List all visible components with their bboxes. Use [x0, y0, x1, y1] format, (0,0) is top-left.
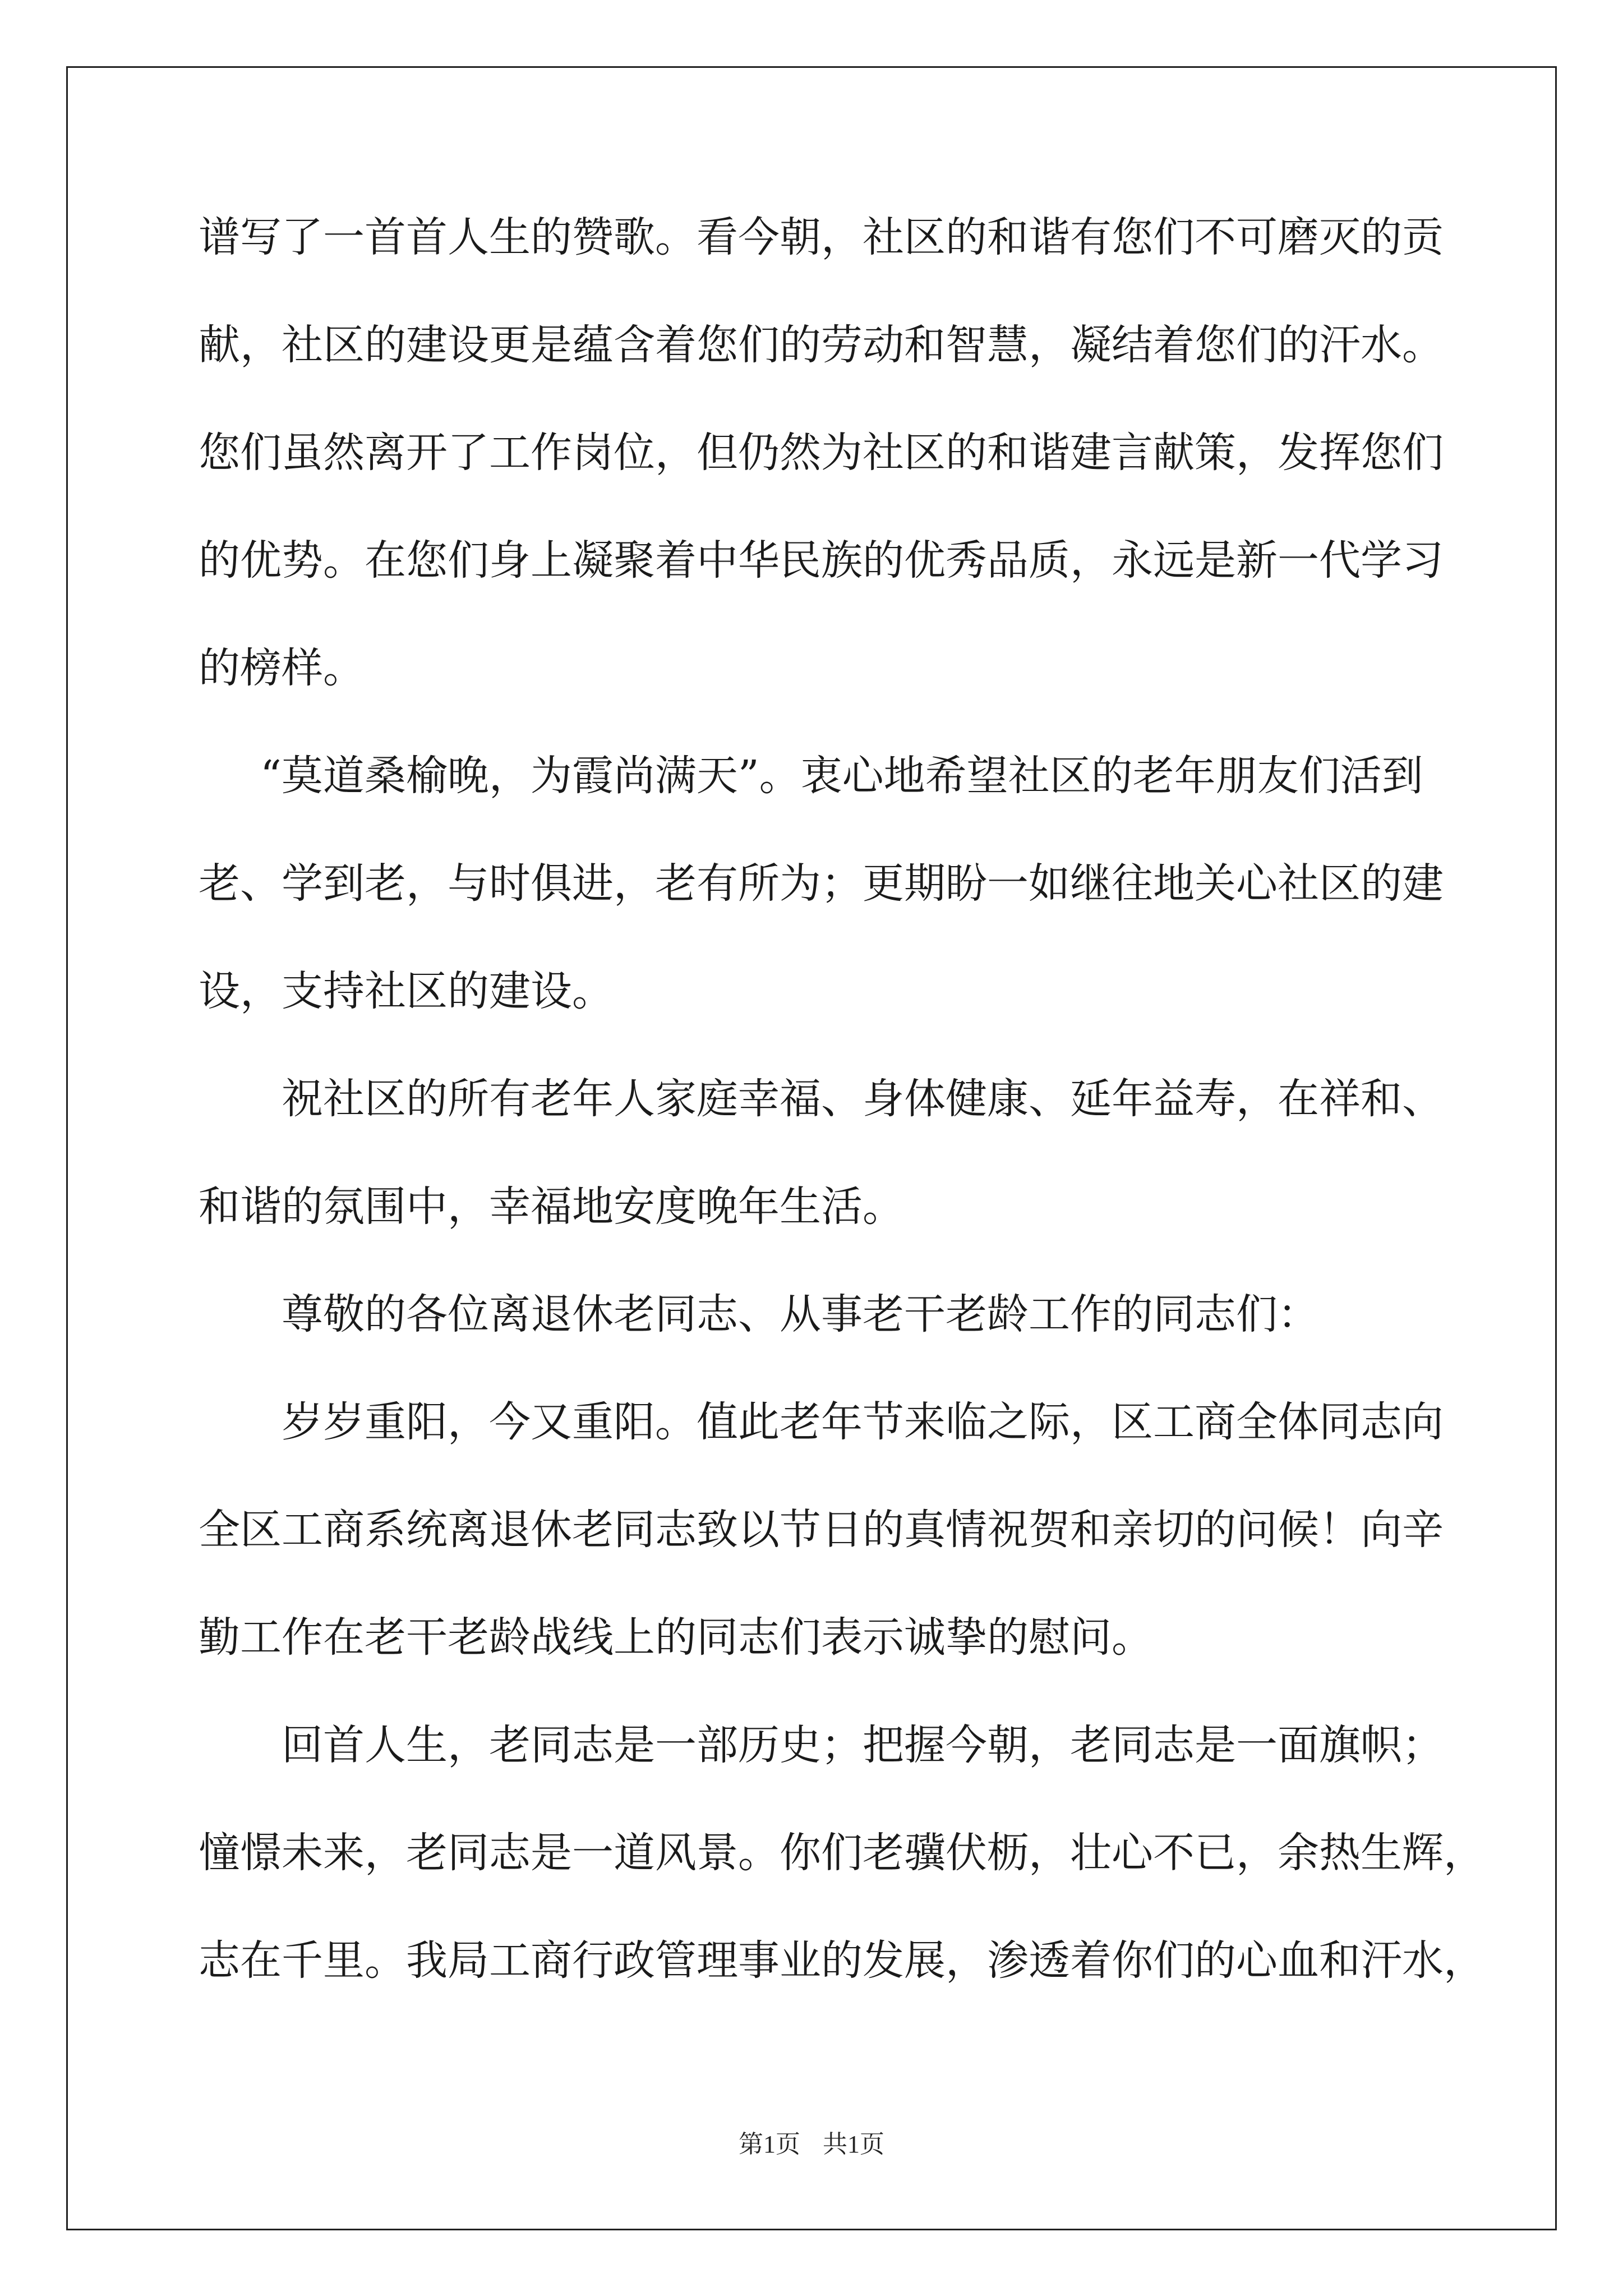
page-footer: [0, 2129, 1623, 2160]
text-line: 全区工商系统离退休老同志致以节日的真情祝贺和亲切的问候！向辛: [199, 1506, 1444, 1554]
paragraph-start: 回首人生，老同志是一部历史；把握今朝，老同志是一面旗帜；: [282, 1721, 1444, 1769]
text-line: 的优势。在您们身上凝聚着中华民族的优秀品质，永远是新一代学习: [199, 536, 1444, 585]
paragraph-start: 岁岁重阳，今又重阳。值此老年节来临之际，区工商全体同志向: [282, 1398, 1444, 1446]
text-line: 您们虽然离开了工作岗位，但仍然为社区的和谐建言献策，发挥您们: [199, 429, 1444, 477]
paragraph-start: “莫道桑榆晚，为霞尚满天”。衷心地希望社区的老年朋友们活到: [260, 752, 1423, 800]
page-total: 共1页: [823, 2131, 884, 2158]
text-line: 献，社区的建设更是蕴含着您们的劳动和智慧，凝结着您们的汗水。: [199, 321, 1444, 369]
document-body: [199, 210, 1485, 2041]
text-line: 憧憬未来，老同志是一道风景。你们老骥伏枥，壮心不已，余热生辉，: [199, 1829, 1485, 1877]
text-line: 志在千里。我局工商行政管理事业的发展，渗透着你们的心血和汗水，: [199, 1936, 1485, 1985]
text-line: 谱写了一首首人生的赞歌。看今朝，社区的和谐有您们不可磨灭的贡: [199, 213, 1444, 261]
page-number: 第1页: [739, 2131, 800, 2158]
text-line: 老、学到老，与时俱进，老有所为；更期盼一如继往地关心社区的建: [199, 859, 1444, 908]
text-line: 设，支持社区的建设。: [199, 967, 614, 1015]
paragraph-start: 祝社区的所有老年人家庭幸福、身体健康、延年益寿，在祥和、: [282, 1075, 1444, 1123]
salutation: 尊敬的各位离退休老同志、从事老干老龄工作的同志们：: [282, 1290, 1319, 1338]
text-line: 的榜样。: [199, 644, 365, 692]
text-line: 勤工作在老干老龄战线上的同志们表示诚挚的慰问。: [199, 1613, 1153, 1662]
text-line: 和谐的氛围中，幸福地安度晚年生活。: [199, 1182, 904, 1231]
